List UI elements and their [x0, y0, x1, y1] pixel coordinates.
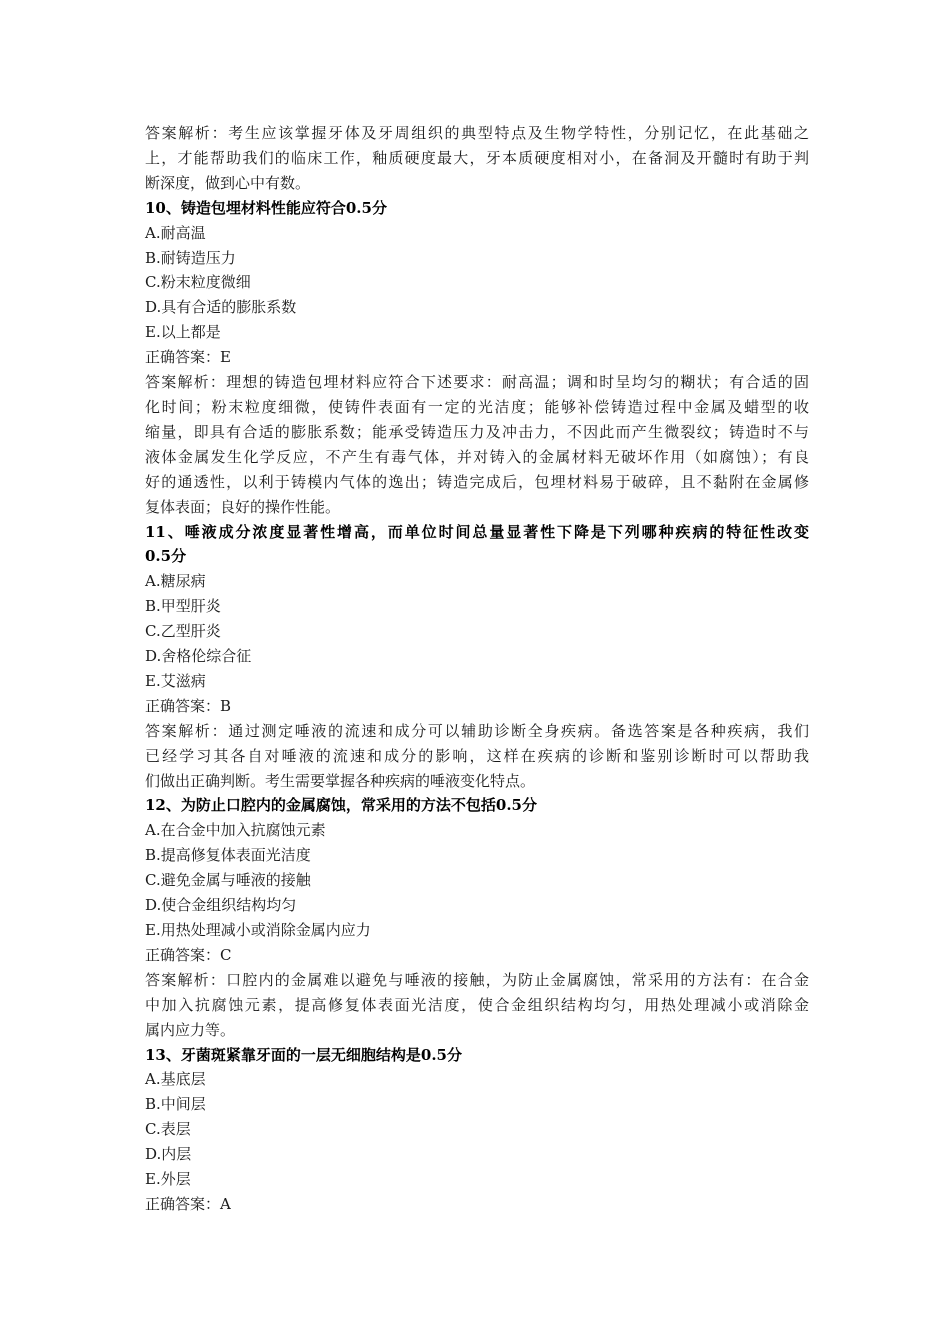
document-page [145, 121, 809, 1217]
option-a: A.在合金中加入抗腐蚀元素 [145, 821, 326, 840]
question-11 [145, 520, 809, 794]
correct-answer: 正确答案：B [145, 696, 232, 715]
option-e: E.以上都是 [145, 323, 221, 342]
question-title-continued: 0.5分 [145, 547, 187, 566]
question-title: 10、铸造包埋材料性能应符合0.5分 [145, 198, 387, 217]
question-title: 11、唾液成分浓度显著性增高，而单位时间总量显著性下降是下列哪种疾病的特征性改变 [145, 522, 809, 541]
option-d: D.舍格伦综合征 [145, 647, 252, 666]
option-a: A.耐高温 [145, 223, 206, 242]
correct-answer: 正确答案：A [145, 1194, 231, 1213]
explanation-line: 断深度，做到心中有数。 [145, 173, 311, 192]
option-e: E.外层 [145, 1170, 191, 1189]
correct-answer: 正确答案：E [145, 348, 231, 367]
explanation-line: 答案解析：理想的铸造包埋材料应符合下述要求：耐高温；调和时呈均匀的糊状；有合适的固 [145, 373, 809, 392]
option-c: C.粉末粒度微细 [145, 273, 251, 292]
explanation-line: 们做出正确判断。考生需要掌握各种疾病的唾液变化特点。 [145, 771, 536, 790]
explanation-line: 好的通透性，以利于铸模内气体的逸出；铸造完成后，包埋材料易于破碎，且不黏附在金属修 [145, 472, 809, 491]
explanation-line: 属内应力等。 [145, 1020, 236, 1039]
explanation-line: 中加入抗腐蚀元素，提高修复体表面光洁度，使合金组织结构均匀，用热处理减小或消除金 [145, 995, 809, 1014]
explanation-line: 答案解析：口腔内的金属难以避免与唾液的接触，为防止金属腐蚀，常采用的方法有：在合金 [145, 970, 809, 989]
explanation-line: 答案解析：考生应该掌握牙体及牙周组织的典型特点及生物学特性，分别记忆，在此基础之 [145, 124, 809, 142]
option-b: B.甲型肝炎 [145, 597, 221, 616]
explanation-line: 化时间；粉末粒度细微，使铸件表面有一定的光洁度；能够补偿铸造过程中金属及蜡型的收 [145, 397, 809, 416]
option-a: A.基底层 [145, 1070, 206, 1089]
explanation-line: 答案解析：通过测定唾液的流速和成分可以辅助诊断全身疾病。备选答案是各种疾病，我们 [145, 721, 809, 740]
question-10 [145, 196, 809, 520]
question-title: 13、牙菌斑紧靠牙面的一层无细胞结构是0.5分 [145, 1045, 462, 1064]
question-12 [145, 793, 809, 1042]
question-13 [145, 1043, 809, 1217]
explanation-line: 复体表面；良好的操作性能。 [145, 497, 341, 516]
question-title: 12、为防止口腔内的金属腐蚀，常采用的方法不包括0.5分 [145, 796, 537, 815]
option-b: B.耐铸造压力 [145, 248, 236, 267]
option-e: E.艾滋病 [145, 671, 206, 690]
option-c: C.乙型肝炎 [145, 622, 221, 641]
explanation-line: 缩量，即具有合适的膨胀系数；能承受铸造压力及冲击力，不因此而产生微裂纹；铸造时不与 [145, 422, 809, 441]
option-e: E.用热处理减小或消除金属内应力 [145, 921, 371, 939]
option-b: B.中间层 [145, 1095, 206, 1114]
explanation-line: 液体金属发生化学反应，不产生有毒气体，并对铸入的金属材料无破坏作用（如腐蚀）；有良 [145, 447, 809, 466]
explanation-line: 上，才能帮助我们的临床工作，釉质硬度最大，牙本质硬度相对小，在备洞及开髓时有助于判 [145, 148, 809, 167]
option-d: D.使合金组织结构均匀 [145, 896, 297, 915]
option-c: C.表层 [145, 1120, 191, 1139]
option-c: C.避免金属与唾液的接触 [145, 871, 311, 890]
correct-answer: 正确答案：C [145, 945, 232, 964]
option-b: B.提高修复体表面光洁度 [145, 846, 311, 865]
option-d: D.内层 [145, 1145, 192, 1164]
option-d: D.具有合适的膨胀系数 [145, 298, 297, 317]
option-a: A.糖尿病 [145, 572, 206, 591]
explanation-line: 已经学习其各自对唾液的流速和成分的影响，这样在疾病的诊断和鉴别诊断时可以帮助我 [145, 746, 809, 765]
intro-explanation [145, 121, 809, 196]
